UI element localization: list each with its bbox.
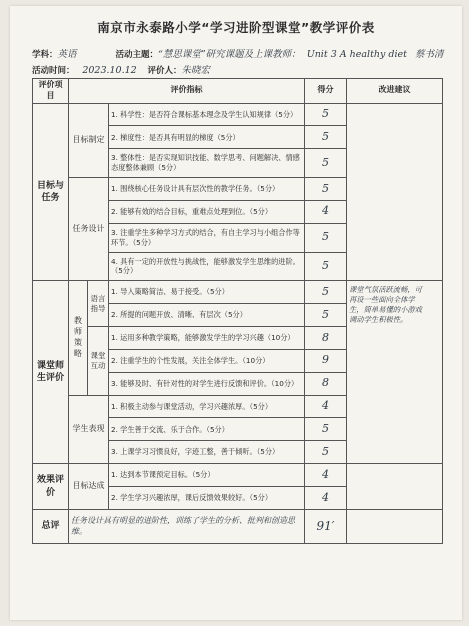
evaluation-paper xyxy=(10,6,462,620)
theme-value: “慧思课堂”研究课题及上课教师： xyxy=(157,49,301,60)
category-goal-task: 目标与任务 xyxy=(33,103,69,281)
meta-line-2 xyxy=(32,62,452,76)
indicator-cell: 2. 能够有效的结合目标，重难点处理到位。（5分） xyxy=(109,200,305,223)
indicator-cell: 2. 梯度性：是否具有明显的梯度（5分） xyxy=(109,126,305,149)
score-cell: 5 xyxy=(305,223,347,252)
indicator-cell: 3. 能够及时、有针对性的对学生进行反馈和评价。（10分） xyxy=(109,372,305,395)
indicator-cell: 2. 所提的问题开放、清晰、有层次（5分） xyxy=(109,304,305,327)
header-indicator: 评价指标 xyxy=(69,79,305,104)
score-cell: 5 xyxy=(305,126,347,149)
indicator-cell: 3. 整体性：是否实现知识技能、数学思考、问题解决、情感态度整体兼顾（5分） xyxy=(109,149,305,178)
lesson-value: Unit 3 A healthy diet xyxy=(306,49,407,60)
score-cell: 4 xyxy=(305,464,347,487)
header-suggest: 改进建议 xyxy=(347,79,443,104)
score-cell: 5 xyxy=(305,418,347,441)
sub-student-performance: 学生表现 xyxy=(69,395,109,464)
score-cell: 5 xyxy=(305,252,347,281)
summary-suggest-cell xyxy=(347,510,443,544)
score-cell: 5 xyxy=(305,149,347,178)
indicator-cell: 1. 达到本节课预定目标。（5分） xyxy=(109,464,305,487)
indicator-cell: 1. 科学性：是否符合课标基本理念及学生认知规律（5分） xyxy=(109,103,305,126)
header-row xyxy=(33,79,443,104)
header-item: 评价项目 xyxy=(33,79,69,104)
total-score: 91′ xyxy=(305,510,347,544)
score-cell: 4 xyxy=(305,395,347,418)
indicator-cell: 1. 围绕核心任务设计具有层次性的教学任务。（5分） xyxy=(109,178,305,201)
sub-teacher-strategy: 教师策略 xyxy=(69,281,88,395)
subject-value: 英语 xyxy=(57,49,77,60)
score-cell: 5 xyxy=(305,103,347,126)
subsub-language: 语言指导 xyxy=(88,281,109,327)
teacher-value: 蔡书清 xyxy=(414,49,444,60)
score-cell: 4 xyxy=(305,200,347,223)
table-row xyxy=(33,281,443,304)
suggest-cell-goal xyxy=(347,103,443,281)
score-cell: 8 xyxy=(305,372,347,395)
indicator-cell: 1. 积极主动参与课堂活动，学习兴趣浓厚。（5分） xyxy=(109,395,305,418)
sub-goal-setting: 目标制定 xyxy=(69,103,109,177)
score-cell: 4 xyxy=(305,487,347,510)
form-title: 南京市永泰路小学“学习进阶型课堂”教学评价表 xyxy=(97,20,375,35)
indicator-cell: 2. 学生善于交流、乐于合作。（5分） xyxy=(109,418,305,441)
score-cell: 5 xyxy=(305,441,347,464)
indicator-cell: 2. 学生学习兴趣浓厚，课后反馈效果较好。（5分） xyxy=(109,487,305,510)
summary-label: 总评 xyxy=(33,510,69,544)
evaluator-value: 朱晓宏 xyxy=(181,65,211,76)
summary-row xyxy=(33,510,443,544)
category-effect: 效果评价 xyxy=(33,464,69,510)
table-row xyxy=(33,464,443,487)
indicator-cell: 1. 导入策略简洁、易于接受。（5分） xyxy=(109,281,305,304)
score-cell: 9 xyxy=(305,349,347,372)
summary-text: 任务设计具有明显的进阶性，训练了学生的分析、批判和创造思维。 xyxy=(69,510,305,544)
subject-label: 学科： xyxy=(32,50,58,60)
sub-goal-achievement: 目标达成 xyxy=(69,464,109,510)
indicator-cell: 2. 注重学生的个性发展，关注全体学生。（10分） xyxy=(109,349,305,372)
indicator-cell: 4. 具有一定的开放性与挑战性，能够激发学生思维的进阶。（5分） xyxy=(109,252,305,281)
evaluator-label: 评价人： xyxy=(147,66,182,76)
suggestion-text: 课堂气氛活跃流畅，可再设一些面向全体学生，简单易懂的小游戏调动学生积极性。 xyxy=(349,285,422,324)
evaluation-table xyxy=(32,78,443,544)
indicator-cell: 3. 注重学生多种学习方式的结合，有自主学习与小组合作等环节。（5分） xyxy=(109,223,305,252)
score-cell: 5 xyxy=(305,178,347,201)
score-cell: 8 xyxy=(305,327,347,350)
suggest-cell-effect xyxy=(347,464,443,510)
indicator-cell: 3. 上课学习习惯良好，字迹工整，善于倾听。（5分） xyxy=(109,441,305,464)
time-value: 2023.10.12 xyxy=(82,65,137,76)
score-cell: 5 xyxy=(305,281,347,304)
time-label: 活动时间： xyxy=(32,66,75,76)
meta-line-1 xyxy=(32,46,452,60)
theme-label: 活动主题： xyxy=(115,50,158,60)
sub-task-design: 任务设计 xyxy=(69,178,109,281)
indicator-cell: 1. 运用多种教学策略，能够激发学生的学习兴趣（10分） xyxy=(109,327,305,350)
table-row xyxy=(33,103,443,126)
header-score: 得分 xyxy=(305,79,347,104)
score-cell: 5 xyxy=(305,304,347,327)
subsub-interaction: 课堂互动 xyxy=(88,327,109,396)
suggest-cell-class xyxy=(347,281,443,464)
category-class: 课堂师生评价 xyxy=(33,281,69,464)
